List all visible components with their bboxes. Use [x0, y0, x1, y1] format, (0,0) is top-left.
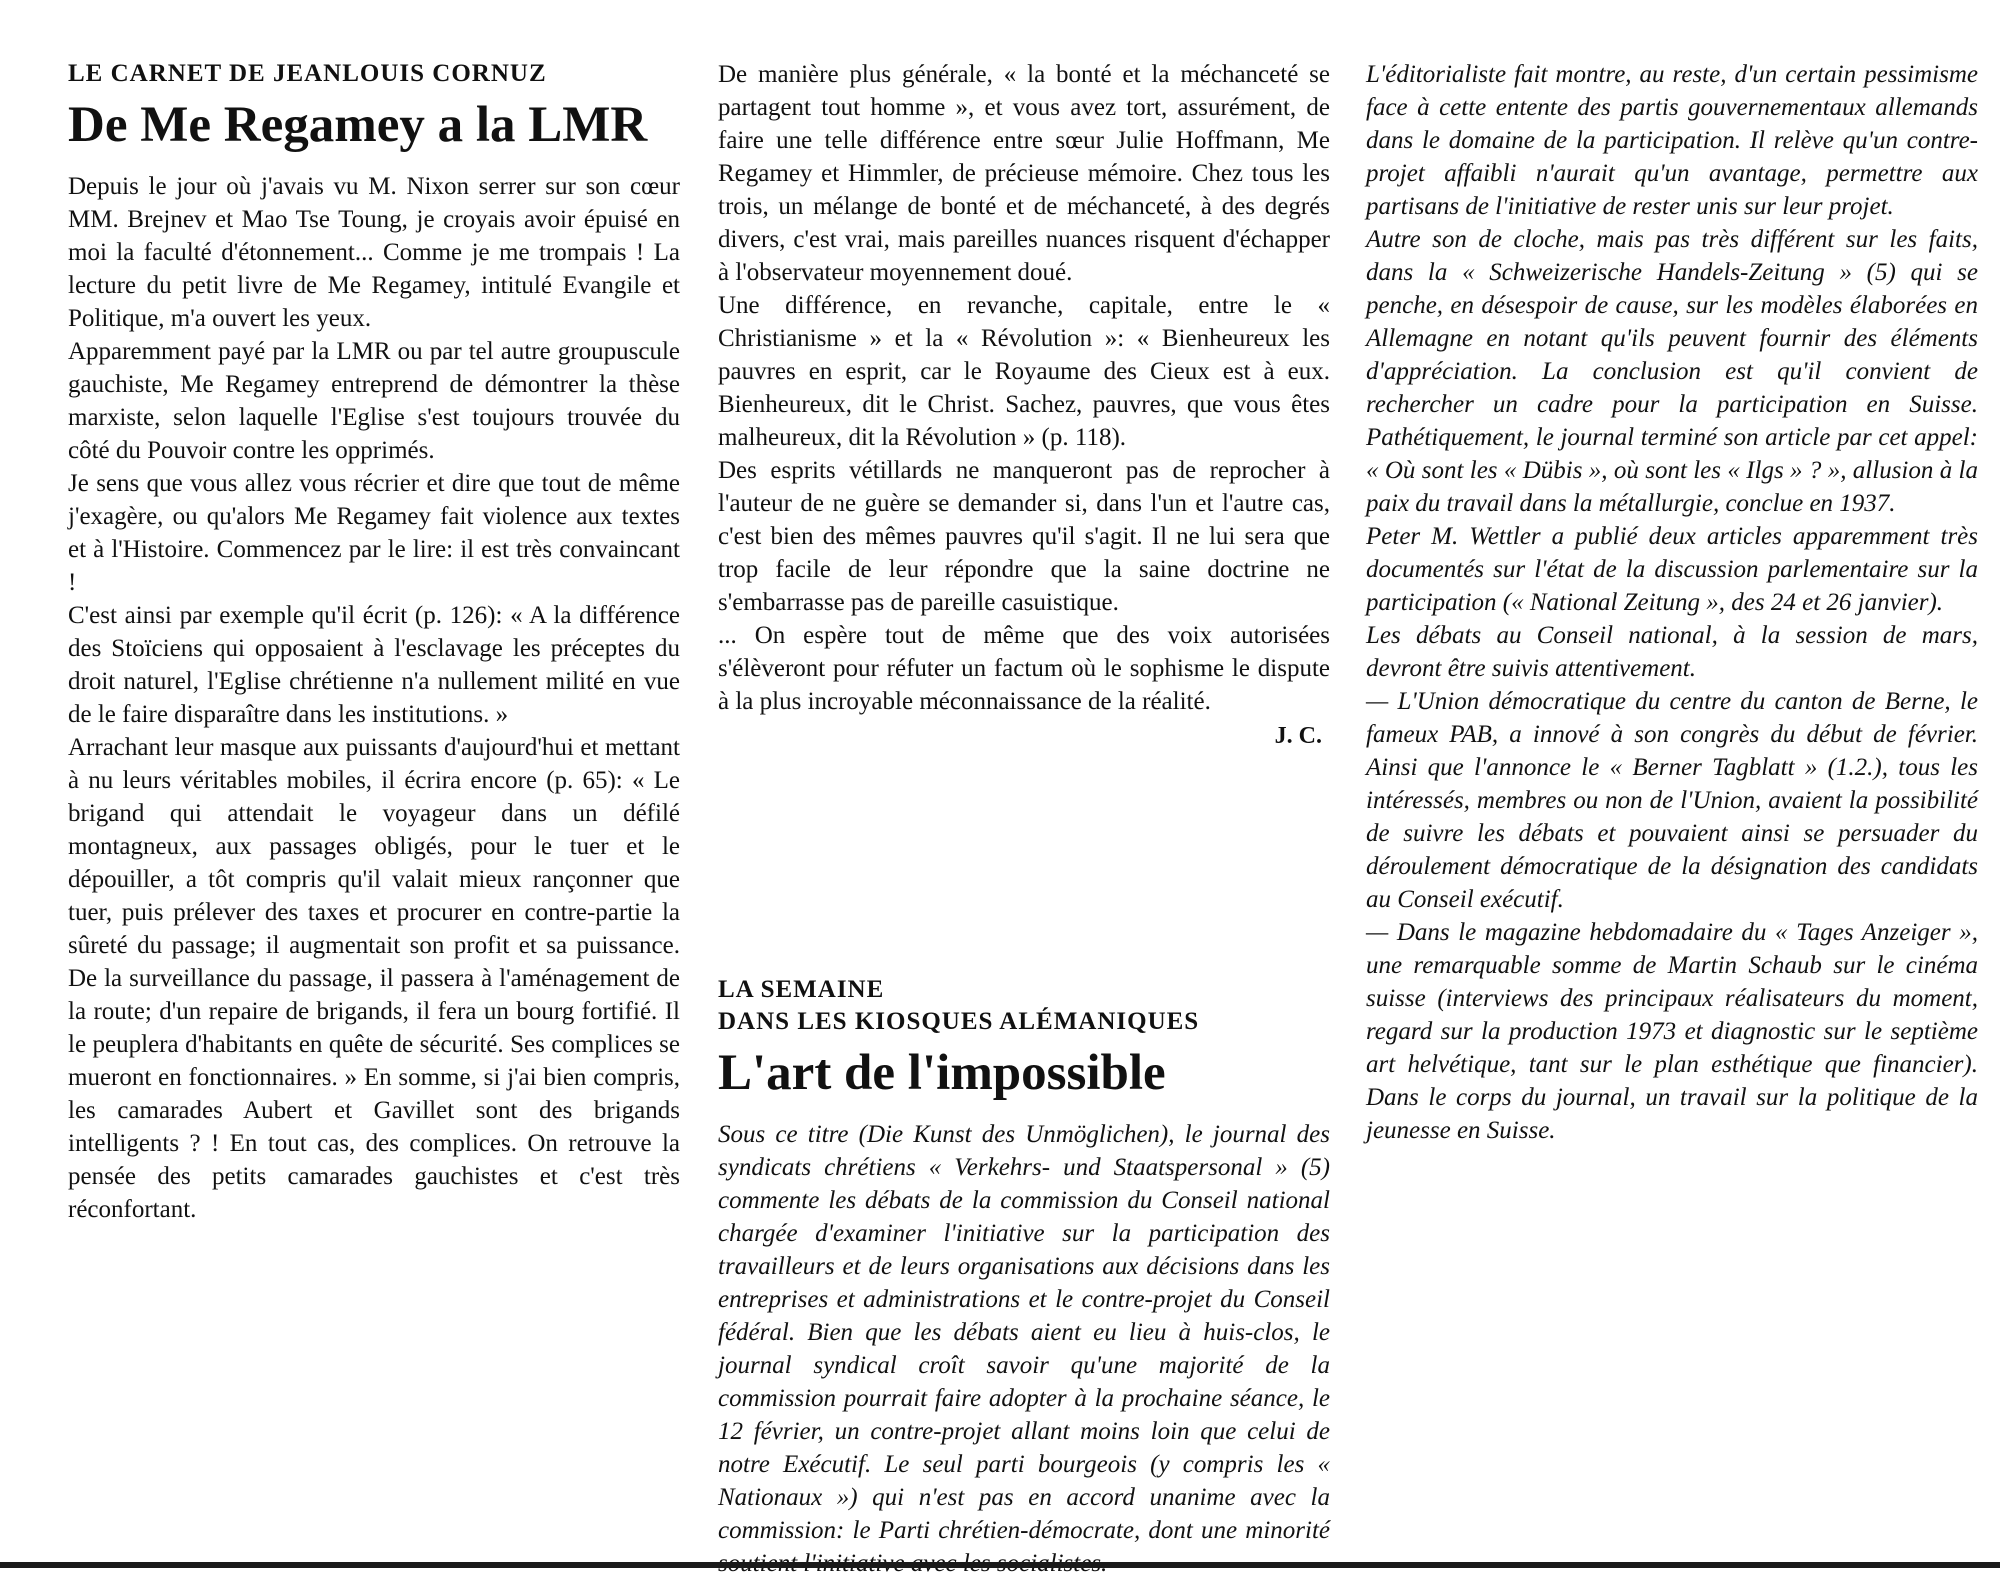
bottom-rule — [0, 1562, 2000, 1568]
article2-paragraph: Peter M. Wettler a publié deux articles apparemment très documentés sur l'état de la discussion parlementaire sur la participation (« National Zeitung », des 24 et 26 janvier). — [1366, 523, 1978, 616]
article1-paragraph: Arrachant leur masque aux puissants d'aujourd'hui et mettant à nu leurs véritables mobiles, il écrira encore (p. 65): « Le brigand qui attendait le voyageur dans un défilé montagneux, aux passages obligés, pour le tuer et le dépouiller, a tôt compris qu'il valait mieux rançonner que tuer, puis prélever des taxes et procurer en contre-partie la sûreté du passage; il augmentait son profit et sa puissance. De la surveillance du passage, il passera à l'aménagement de la route; d'un repaire de brigands, il fera un bourg fortifié. Il le peuplera d'habitants en quête de sécurité. Ses complices se mueront en fonctionnaires. » En somme, si j'ai bien compris, les camarades Aubert et Gavillet sont des brigands intelligents ? ! En tout cas, des complices. On retrouve la pensée des petits camarades gauchistes et c'est très réconfortant. — [68, 734, 680, 1223]
article1-signature: J. C. — [1274, 723, 1322, 749]
column-2 — [718, 58, 1330, 1544]
article2-paragraph: — Dans le magazine hebdomadaire du « Tages Anzeiger », une remarquable somme de Martin Schaub sur le cinéma suisse (interviews des principaux réalisateurs du moment, regard sur la production 1973 et diagnostic sur le septième art helvétique, tant sur le plan esthétique que financier). Dans le corps du journal, un travail sur la politique de la jeunesse en Suisse. — [1366, 919, 1978, 1144]
article1-paragraph: Je sens que vous allez vous récrier et dire que tout de même j'exagère, ou qu'alors Me Regamey fait violence aux textes et à l'Histoire. Commencez par le lire: il est très convaincant ! — [68, 470, 680, 596]
article1-paragraph: ... On espère tout de même que des voix autorisées s'élèveront pour réfuter un factum où le sophisme le dispute à la plus incroyable méconnaissance de la réalité. — [718, 622, 1330, 715]
article2-kicker-line2: DANS LES KIOSQUES ALÉMANIQUES — [718, 1008, 1200, 1035]
article2-title: L'art de l'impossible — [718, 1045, 1166, 1101]
column-1 — [68, 58, 680, 1226]
article1-paragraph: Une différence, en revanche, capitale, entre le « Christianisme » et la « Révolution »: « Bienheureux les pauvres en esprit, car le Royaume des Cieux est à eux. Bienheureux, dit le Christ. Sachez, pauvres, que vous êtes malheureux, dit la Révolution » (p. 118). — [718, 292, 1330, 451]
column-3 — [1366, 58, 1978, 1147]
article2-paragraph: Autre son de cloche, mais pas très différent sur les faits, dans la « Schweizerische Handels-Zeitung » (5) qui se penche, en désespoir de cause, sur les modèles élaborées en Allemagne en notant qu'ils peuvent fournir des éléments d'appréciation. La conclusion est qu'il convient de rechercher un cadre pour la participation en Suisse. Pathétiquement, le journal terminé son article par cet appel: « Où sont les « Dübis », où sont les « Ilgs » ? », allusion à la paix du travail dans la métallurgie, conclue en 1937. — [1366, 226, 1978, 517]
article2-paragraph: L'éditorialiste fait montre, au reste, d'un certain pessimisme face à cette entente des partis gouvernementaux allemands dans le domaine de la participation. Il relève qu'un contre-projet affaibli n'aurait qu'un avantage, permettre aux partisans de l'initiative de rester unis sur leur projet. — [1366, 61, 1978, 220]
article1-paragraph: De manière plus générale, « la bonté et la méchanceté se partagent tout homme », et vous avez tort, assurément, de faire une telle différence entre sœur Julie Hoffmann, Me Regamey et Himmler, de précieuse mémoire. Chez tous les trois, un mélange de bonté et de méchanceté, à des degrés divers, c'est vrai, mais pareilles nuances risquent d'échapper à l'observateur moyennement doué. — [718, 61, 1330, 286]
article2-header — [718, 974, 1330, 1574]
article1-paragraph: Des esprits vétillards ne manqueront pas de reprocher à l'auteur de ne guère se demander si, dans l'un et l'autre cas, c'est bien des mêmes pauvres qu'il s'agit. Il ne lui sera que trop facile de leur répondre que la saine doctrine ne s'embarrasse pas de pareille casuistique. — [718, 457, 1330, 616]
article1-kicker: LE CARNET DE JEANLOUIS CORNUZ — [68, 60, 547, 87]
article2-paragraph: Sous ce titre (Die Kunst des Unmöglichen), le journal des syndicats chrétiens « Verkehrs- und Staatspersonal » (5) commente les débats de la commission du Conseil national chargée d'examiner l'initiative sur la participation des travailleurs et de leurs organisations aux décisions dans les entreprises et administrations et le contre-projet du Conseil fédéral. Bien que les débats aient eu lieu à huis-clos, le journal syndical croît savoir qu'une majorité de la commission pourrait faire adopter à la prochaine séance, le 12 février, un contre-projet allant moins loin que celui de notre Exécutif. Le seul parti bourgeois (y compris les « Nationaux ») qui n'est pas en accord unanime avec la commission: le Parti chrétien-démocrate, dont une minorité — [718, 1121, 1330, 1544]
article1-paragraph: Apparemment payé par la LMR ou par tel autre groupuscule gauchiste, Me Regamey entreprend de démontrer la thèse marxiste, selon laquelle l'Eglise s'est toujours trouvée du côté du Pouvoir contre les opprimés. — [68, 338, 680, 464]
article2-paragraph: Les débats au Conseil national, à la session de mars, devront être suivis attentivement. — [1366, 622, 1978, 682]
article1-title: De Me Regamey a la LMR — [68, 97, 648, 153]
article2-paragraph: — L'Union démocratique du centre du canton de Berne, le fameux PAB, a innové à son congrès du début de février. Ainsi que l'annonce le « Berner Tagblatt » (1.2.), tous les intéressés, membres ou non de l'Union, avaient la possibilité de suivre les débats et pouvaient ainsi se persuader du déroulement démocratique de la désignation des candidats au Conseil exécutif. — [1366, 688, 1978, 913]
article1-paragraph: C'est ainsi par exemple qu'il écrit (p. 126): « A la différence des Stoïciens qui opposaient à l'esclavage les préceptes du droit naturel, l'Eglise chrétienne n'a nullement milité en vue de le faire disparaître dans les institutions. » — [68, 602, 680, 728]
article2-kicker-line1: LA SEMAINE — [718, 976, 885, 1003]
article1-paragraph: Depuis le jour où j'avais vu M. Nixon serrer sur son cœur MM. Brejnev et Mao Tse Toung, je croyais avoir épuisé en moi la faculté d'étonnement... Comme je me trompais ! La lecture du petit livre de Me Regamey, intitulé Evangile et Politique, m'a ouvert les yeux. — [68, 173, 680, 332]
